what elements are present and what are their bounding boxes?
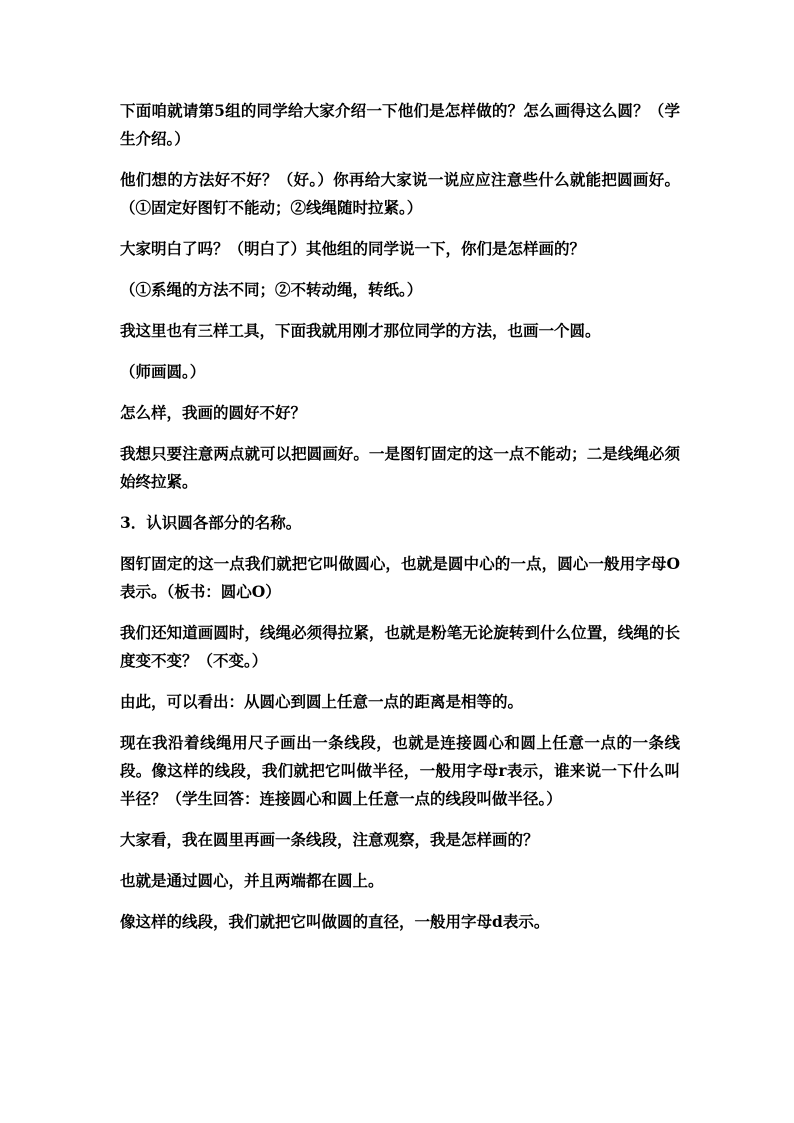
paragraph: 大家明白了吗？（明白了）其他组的同学说一下，你们是怎样画的？ <box>120 239 586 258</box>
paragraph: （师画圆。） <box>120 362 206 381</box>
paragraph: 他们想的方法好不好？（好。）你再给大家说一说应应注意些什么就能把圆画好。（①固定好图钉不能动；②线绳随时拉紧。） <box>120 170 680 217</box>
section-heading: 3．认识圆各部分的名称。 <box>120 513 302 532</box>
paragraph: 现在我沿着线绳用尺子画出一条线段，也就是连接圆心和圆上任意一点的一条线段。像这样的线段，我们就把它叫做半径，一般用字母r表示，谁来说一下什么叫半径？（学生回答：连接圆心和圆上任意一点的线段叫做半径。） <box>120 733 680 808</box>
paragraph: （①系绳的方法不同；②不转动绳，转纸。） <box>120 280 423 299</box>
paragraph: 大家看，我在圆里再画一条线段，注意观察，我是怎样画的？ <box>120 830 539 849</box>
paragraph: 我们还知道画圆时，线绳必须得拉紧，也就是粉笔无论旋转到什么位置，线绳的长度变不变？（不变。） <box>120 623 680 670</box>
paragraph: 我想只要注意两点就可以把圆画好。一是图钉固定的这一点不能动；二是线绳必须始终拉紧。 <box>120 444 680 491</box>
paragraph: 由此，可以看出：从圆心到圆上任意一点的距离是相等的。 <box>120 692 524 711</box>
document-body <box>120 97 680 949</box>
paragraph: 也就是通过圆心，并且两端都在圆上。 <box>120 871 384 890</box>
paragraph: 下面咱就请第5组的同学给大家介绍一下他们是怎样做的？怎么画得这么圆？（学生介绍。） <box>120 101 680 148</box>
paragraph: 我这里也有三样工具，下面我就用刚才那位同学的方法，也画一个圆。 <box>120 321 601 340</box>
paragraph: 像这样的线段，我们就把它叫做圆的直径，一般用字母d表示。 <box>120 912 550 931</box>
paragraph: 怎么样，我画的圆好不好？ <box>120 403 307 422</box>
paragraph: 图钉固定的这一点我们就把它叫做圆心，也就是圆中心的一点，圆心一般用字母O表示。（板书：圆心O） <box>120 554 680 601</box>
